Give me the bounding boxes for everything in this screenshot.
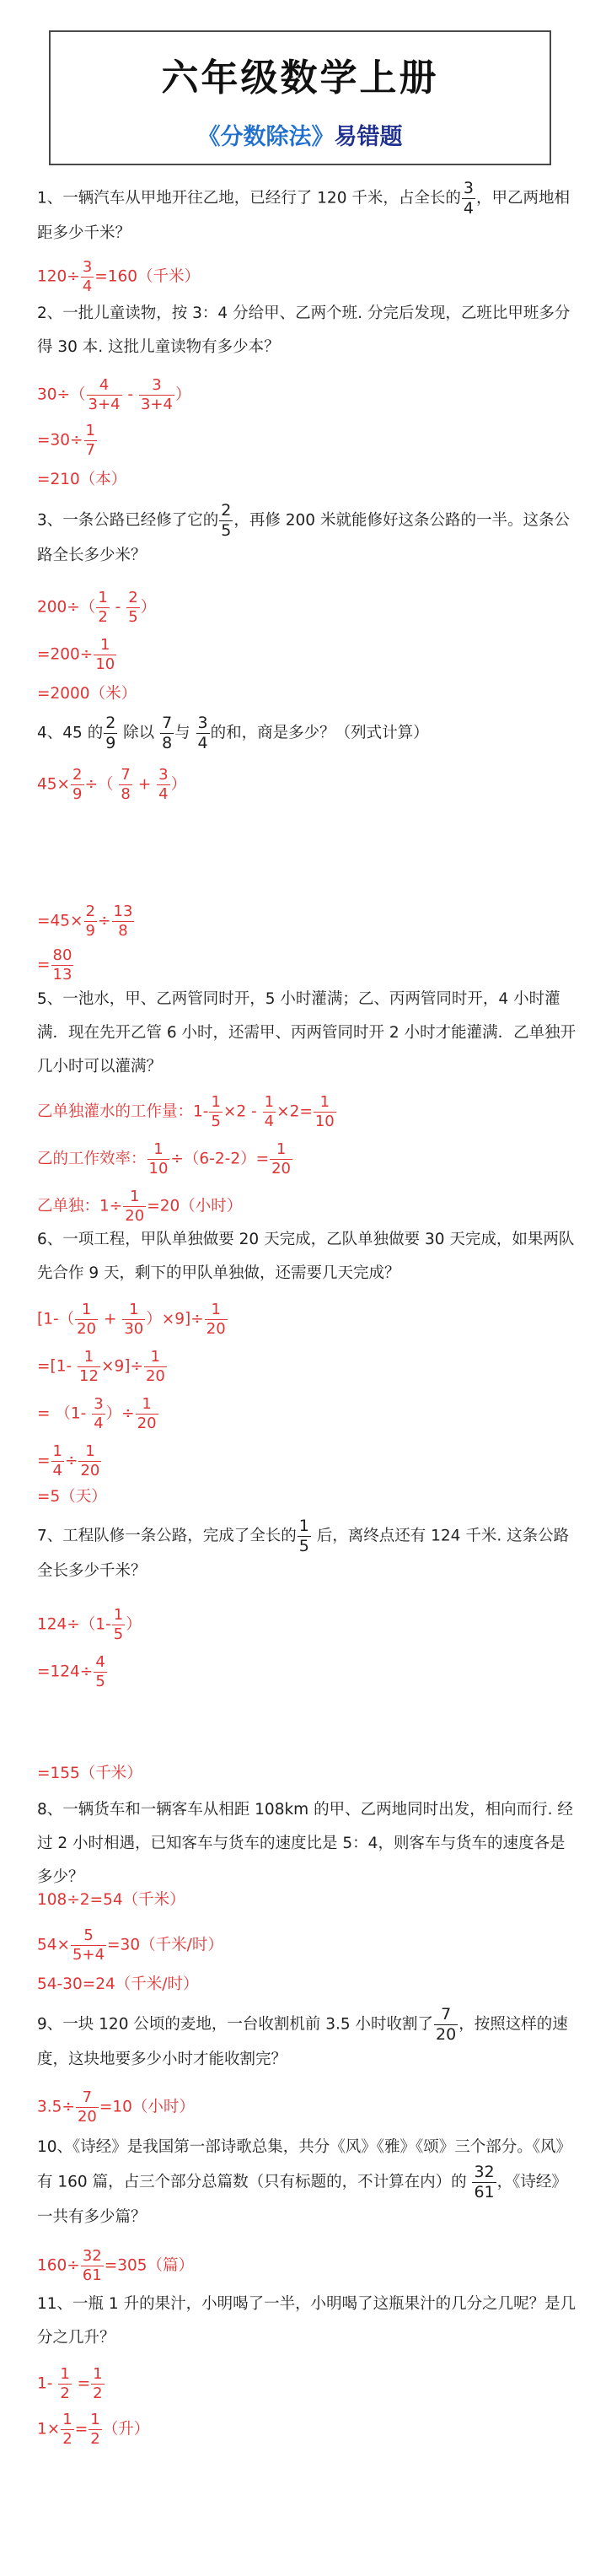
- question-9: 9、一块 120 公顷的麦地，一台收割机前 3.5 小时收割了 $\frac{7}{20}$ ，按照这样的速度，这块地要多少小时才能收割完？: [37, 2005, 568, 2068]
- answer-2-line-3: =210（本）: [37, 471, 127, 488]
- fraction-numerator: 2: [128, 589, 138, 606]
- answer-1-line-1: 120÷ $\frac{3}{4}$ =160（千米）: [37, 258, 201, 295]
- fraction: [96, 590, 109, 625]
- answer-6-line-1: [1-（ $\frac{1}{20}$ + $\frac{1}{30}$ ）×9]÷ $\frac{1}{20}$: [37, 1301, 226, 1338]
- fraction: [78, 1444, 101, 1479]
- fraction-numerator: 32: [474, 2163, 495, 2181]
- fraction: [81, 2249, 104, 2283]
- answer-3-line-1: 200÷（ $\frac{1}{2}$ - $\frac{2}{5}$ ）: [37, 589, 157, 626]
- answer-9-line-1: 3.5÷ $\frac{7}{20}$ =10（小时）: [37, 2088, 195, 2126]
- fraction-numerator: 1: [264, 1093, 275, 1111]
- fraction-numerator: 1: [52, 1442, 62, 1460]
- fraction-denominator: 13: [52, 966, 72, 984]
- fraction-denominator: 10: [95, 655, 115, 673]
- fraction-denominator: 2: [90, 2430, 100, 2448]
- fraction: [126, 590, 139, 625]
- fraction-numerator: 1: [205, 1302, 228, 1320]
- answer-4-line-2: =45× $\frac{2}{9}$ ÷ $\frac{13}{8}$: [37, 903, 133, 940]
- subtitle-label: 易错题: [334, 124, 403, 150]
- fraction-numerator: 1: [62, 2411, 72, 2428]
- fraction-denominator: 5: [298, 1537, 309, 1555]
- fraction: [104, 715, 117, 752]
- fraction-denominator: 2: [93, 2385, 103, 2402]
- fraction: [263, 1095, 276, 1129]
- fraction-numerator: 7: [162, 714, 173, 732]
- fraction-denominator: 4: [82, 278, 93, 295]
- fraction-denominator: 20: [137, 1415, 157, 1432]
- fraction: [314, 1095, 336, 1129]
- fraction-numerator: 2: [105, 714, 116, 732]
- answer-11-line-2: 1× $\frac{1}{2}$ = $\frac{1}{2}$ （升）: [37, 2411, 150, 2448]
- fraction-numerator: 80: [52, 946, 72, 964]
- fraction: [91, 2367, 104, 2401]
- fraction-denominator: 8: [162, 734, 173, 752]
- fraction-numerator: 1: [314, 1095, 336, 1113]
- fraction-denominator: 8: [118, 922, 128, 940]
- fraction-numerator: 2: [85, 903, 95, 920]
- fraction-denominator: 20: [80, 1462, 100, 1479]
- answer-4-line-3: = $\frac{80}{13}$: [37, 946, 72, 984]
- fraction: [71, 1928, 106, 1963]
- question-3: 3、一条公路已经修了它的 $\frac{2}{5}$ ，再修 200 米就能修好这条公路的一半。这条公路全长多少米？: [37, 501, 570, 564]
- question-1: 1、一辆汽车从甲地开往乙地，已经行了 120 千米，占全长的 $\frac{3}{4}$ ，甲乙两地相距多少千米？: [37, 179, 570, 242]
- answer-3-line-3: =2000（米）: [37, 685, 137, 703]
- fraction-denominator: 4: [264, 1113, 275, 1130]
- page-subtitle: [51, 118, 550, 151]
- fraction-numerator: 1: [75, 1302, 98, 1320]
- fraction-numerator: 1: [147, 1142, 170, 1160]
- fraction-denominator: 12: [79, 1367, 99, 1385]
- fraction-numerator: 7: [76, 2090, 99, 2108]
- fraction: [144, 1350, 167, 1384]
- fraction-denominator: 20: [436, 2025, 457, 2044]
- fraction: [51, 1444, 64, 1479]
- fraction-denominator: 3+4: [88, 396, 121, 413]
- question-10: 10、《诗经》是我国第一部诗歌总集，共分《风》《雅》《颂》三个部分。《风》有 160 篇，占三个部分总篇数（只有标题的，不计算在内）的 $\frac{32}{61}$ ，《诗经》一共有多少篇？: [37, 2138, 572, 2226]
- fraction-denominator: 5: [95, 1673, 105, 1690]
- fraction: [462, 181, 475, 217]
- answer-4-line-1: 45× $\frac{2}{9}$ ÷（ $\frac{7}{8}$ + $\frac{3}{4}$ ）: [37, 766, 187, 803]
- answer-7-line-1: 124÷（1- $\frac{1}{5}$ ）: [37, 1606, 142, 1643]
- fraction-numerator: 2: [72, 766, 83, 784]
- question-7: 7、工程队修一条公路，完成了全长的 $\frac{1}{5}$ 后，离终点还有 124 千米. 这条公路全长多少千米？: [37, 1517, 570, 1580]
- question-6: 6、一项工程，甲队单独做要 20 天完成，乙队单独做要 30 天完成，如果两队先合作 9 天，剩下的甲队单独做，还需要几天完成？: [37, 1231, 575, 1282]
- fraction-numerator: 1: [98, 589, 108, 606]
- fraction: [112, 1608, 125, 1642]
- answer-8-line-1: 108÷2=54（千米）: [37, 1891, 185, 1909]
- fraction-numerator: 1: [94, 638, 116, 655]
- fraction-denominator: 4: [52, 1462, 62, 1479]
- fraction-numerator: 3: [139, 378, 174, 396]
- question-4: 4、45 的 $\frac{2}{9}$ 除以 $\frac{7}{8}$ 与 $\frac{3}{4}$ 的和，商是多少？（列式计算）: [37, 714, 429, 752]
- fraction: [75, 1302, 98, 1337]
- fraction: [84, 904, 97, 939]
- fraction: [472, 2164, 496, 2201]
- fraction-denominator: 4: [158, 785, 169, 803]
- fraction-numerator: 7: [121, 766, 131, 784]
- answer-8-line-2: 54× $\frac{5}{5+4}$ =30（千米/时）: [37, 1927, 223, 1964]
- fraction: [112, 904, 135, 939]
- answer-5-line-1: 乙单独灌水的工作量：1- $\frac{1}{5}$ ×2 - $\frac{1}{4}$ ×2= $\frac{1}{10}$: [37, 1093, 335, 1130]
- fraction-denominator: 5+4: [72, 1946, 105, 1964]
- page-title: 六年级数学上册: [161, 57, 439, 100]
- fraction: [58, 2367, 71, 2401]
- fraction-denominator: 7: [85, 441, 95, 459]
- fraction: [119, 768, 131, 802]
- answer-6-line-5: =5（天）: [37, 1488, 107, 1506]
- fraction: [71, 768, 83, 802]
- fraction-numerator: 32: [82, 2247, 102, 2265]
- answer-5-line-2: 乙的工作效率： $\frac{1}{10}$ ÷（6-2-2）= $\frac{1}{20}$: [37, 1140, 291, 1178]
- answer-11-line-1: 1- $\frac{1}{2}$ = $\frac{1}{2}$: [37, 2365, 103, 2402]
- fraction-numerator: 1: [90, 2411, 100, 2428]
- fraction-numerator: 3: [197, 714, 208, 732]
- fraction-numerator: 1: [60, 2365, 70, 2383]
- fraction-denominator: 2: [98, 608, 108, 626]
- fraction-numerator: 1: [123, 1189, 146, 1207]
- fraction: [205, 1302, 228, 1337]
- answer-3-line-2: =200÷ $\frac{1}{10}$: [37, 636, 115, 673]
- fraction-denominator: 5: [113, 1625, 124, 1643]
- fraction-numerator: 4: [95, 1653, 105, 1671]
- fraction: [88, 2412, 101, 2447]
- fraction-denominator: 2: [62, 2430, 72, 2448]
- fraction: [298, 1518, 311, 1555]
- answer-5-line-3: 乙单独：1÷ $\frac{1}{20}$ =20（小时）: [37, 1188, 243, 1225]
- fraction-denominator: 10: [314, 1113, 335, 1130]
- fraction-numerator: 3: [94, 1395, 104, 1413]
- fraction-numerator: 1: [93, 2365, 103, 2383]
- fraction-denominator: 9: [72, 785, 83, 803]
- fraction: [76, 2090, 99, 2125]
- fraction: [84, 423, 97, 458]
- fraction: [78, 1350, 100, 1384]
- fraction-numerator: 1: [122, 1302, 145, 1320]
- fraction-numerator: 2: [221, 501, 232, 520]
- fraction-denominator: 30: [124, 1320, 144, 1338]
- fraction-numerator: 1: [113, 1606, 124, 1624]
- fraction-denominator: 2: [60, 2385, 70, 2402]
- answer-6-line-3: = （1- $\frac{3}{4}$ ）÷ $\frac{1}{20}$: [37, 1395, 157, 1432]
- fraction-numerator: 1: [211, 1093, 221, 1111]
- fraction: [139, 378, 174, 412]
- fraction-numerator: 1: [85, 422, 95, 439]
- fraction-numerator: 1: [270, 1142, 292, 1160]
- fraction-denominator: 61: [474, 2183, 495, 2201]
- fraction: [123, 1189, 146, 1224]
- question-2: 2、一批儿童读物，按 3：4 分给甲、乙两个班. 分完后发现，乙班比甲班多分得 30 本. 这批儿童读物有多少本？: [37, 304, 571, 356]
- answer-2-line-1: 30÷（ $\frac{4}{3+4}$ - $\frac{3}{3+4}$ ）: [37, 376, 191, 413]
- fraction-denominator: 4: [94, 1415, 104, 1432]
- fraction: [160, 715, 174, 752]
- fraction-denominator: 20: [77, 1320, 97, 1338]
- fraction: [434, 2007, 458, 2043]
- answer-7-line-3: =155（千米）: [37, 1765, 142, 1782]
- fraction: [94, 638, 116, 672]
- fraction: [51, 948, 74, 983]
- fraction-denominator: 20: [125, 1207, 145, 1225]
- fraction: [209, 1095, 222, 1129]
- fraction-denominator: 20: [206, 1320, 226, 1338]
- fraction: [122, 1302, 145, 1337]
- fraction-numerator: 3: [463, 179, 474, 197]
- fraction: [157, 768, 169, 802]
- answer-7-line-2: =124÷ $\frac{4}{5}$: [37, 1653, 105, 1690]
- fraction-denominator: 9: [105, 734, 116, 752]
- question-8: 8、一辆货车和一辆客车从相距 108km 的甲、乙两地同时出发，相向而行. 经过 2 小时相遇，已知客车与货车的速度比是 5：4，则客车与货车的速度各是多少？: [37, 1801, 573, 1886]
- answer-8-line-3: 54-30=24（千米/时）: [37, 1975, 199, 1993]
- fraction-denominator: 5: [128, 608, 138, 626]
- fraction: [147, 1142, 170, 1177]
- fraction-denominator: 4: [463, 199, 474, 218]
- fraction-denominator: 5: [221, 521, 232, 540]
- fraction: [94, 1655, 106, 1689]
- fraction-numerator: 5: [71, 1928, 106, 1946]
- fraction: [81, 260, 94, 294]
- fraction-denominator: 4: [197, 734, 208, 752]
- fraction-numerator: 3: [158, 766, 169, 784]
- fraction-numerator: 1: [136, 1397, 158, 1415]
- answer-6-line-4: = $\frac{1}{4}$ ÷ $\frac{1}{20}$: [37, 1442, 100, 1479]
- fraction: [219, 503, 233, 539]
- fraction-denominator: 9: [85, 922, 95, 940]
- fraction-numerator: 1: [78, 1444, 101, 1462]
- fraction-numerator: 3: [82, 258, 93, 276]
- fraction-numerator: 1: [78, 1350, 100, 1367]
- fraction: [92, 1397, 105, 1431]
- subtitle-topic: 《分数除法》: [197, 124, 335, 150]
- fraction-denominator: 61: [82, 2266, 102, 2284]
- fraction-numerator: 1: [298, 1517, 309, 1535]
- fraction-denominator: 3+4: [140, 396, 173, 413]
- answer-2-line-2: =30÷ $\frac{1}{7}$: [37, 422, 95, 459]
- fraction-denominator: 20: [271, 1160, 291, 1178]
- fraction: [270, 1142, 292, 1177]
- fraction-denominator: 20: [77, 2108, 97, 2126]
- question-11: 11、一瓶 1 升的果汁，小明喝了一半，小明喝了这瓶果汁的几分之几呢？是几分之几升？: [37, 2295, 577, 2347]
- fraction-numerator: 7: [434, 2007, 458, 2025]
- fraction-denominator: 5: [211, 1113, 221, 1130]
- fraction: [136, 1397, 158, 1431]
- fraction-denominator: 10: [148, 1160, 169, 1178]
- question-5: 5、一池水，甲、乙两管同时开，5 小时灌满；乙、丙两管同时开，4 小时灌满．现在先开乙管 6 小时，还需甲、丙两管同时开 2 小时才能灌满．乙单独开几小时可以灌满？: [37, 990, 577, 1075]
- fraction-numerator: 4: [87, 378, 122, 396]
- fraction-denominator: 8: [121, 785, 131, 803]
- fraction-denominator: 20: [145, 1367, 165, 1385]
- answer-6-line-2: =[1- $\frac{1}{12}$ ×9]÷ $\frac{1}{20}$: [37, 1348, 165, 1385]
- fraction-numerator: 1: [144, 1350, 167, 1367]
- title-box: [49, 30, 551, 165]
- fraction: [196, 715, 210, 752]
- fraction-numerator: 13: [113, 903, 133, 920]
- fraction: [61, 2412, 73, 2447]
- fraction: [87, 378, 122, 412]
- answer-10-line-1: 160÷ $\frac{32}{61}$ =305（篇）: [37, 2247, 195, 2284]
